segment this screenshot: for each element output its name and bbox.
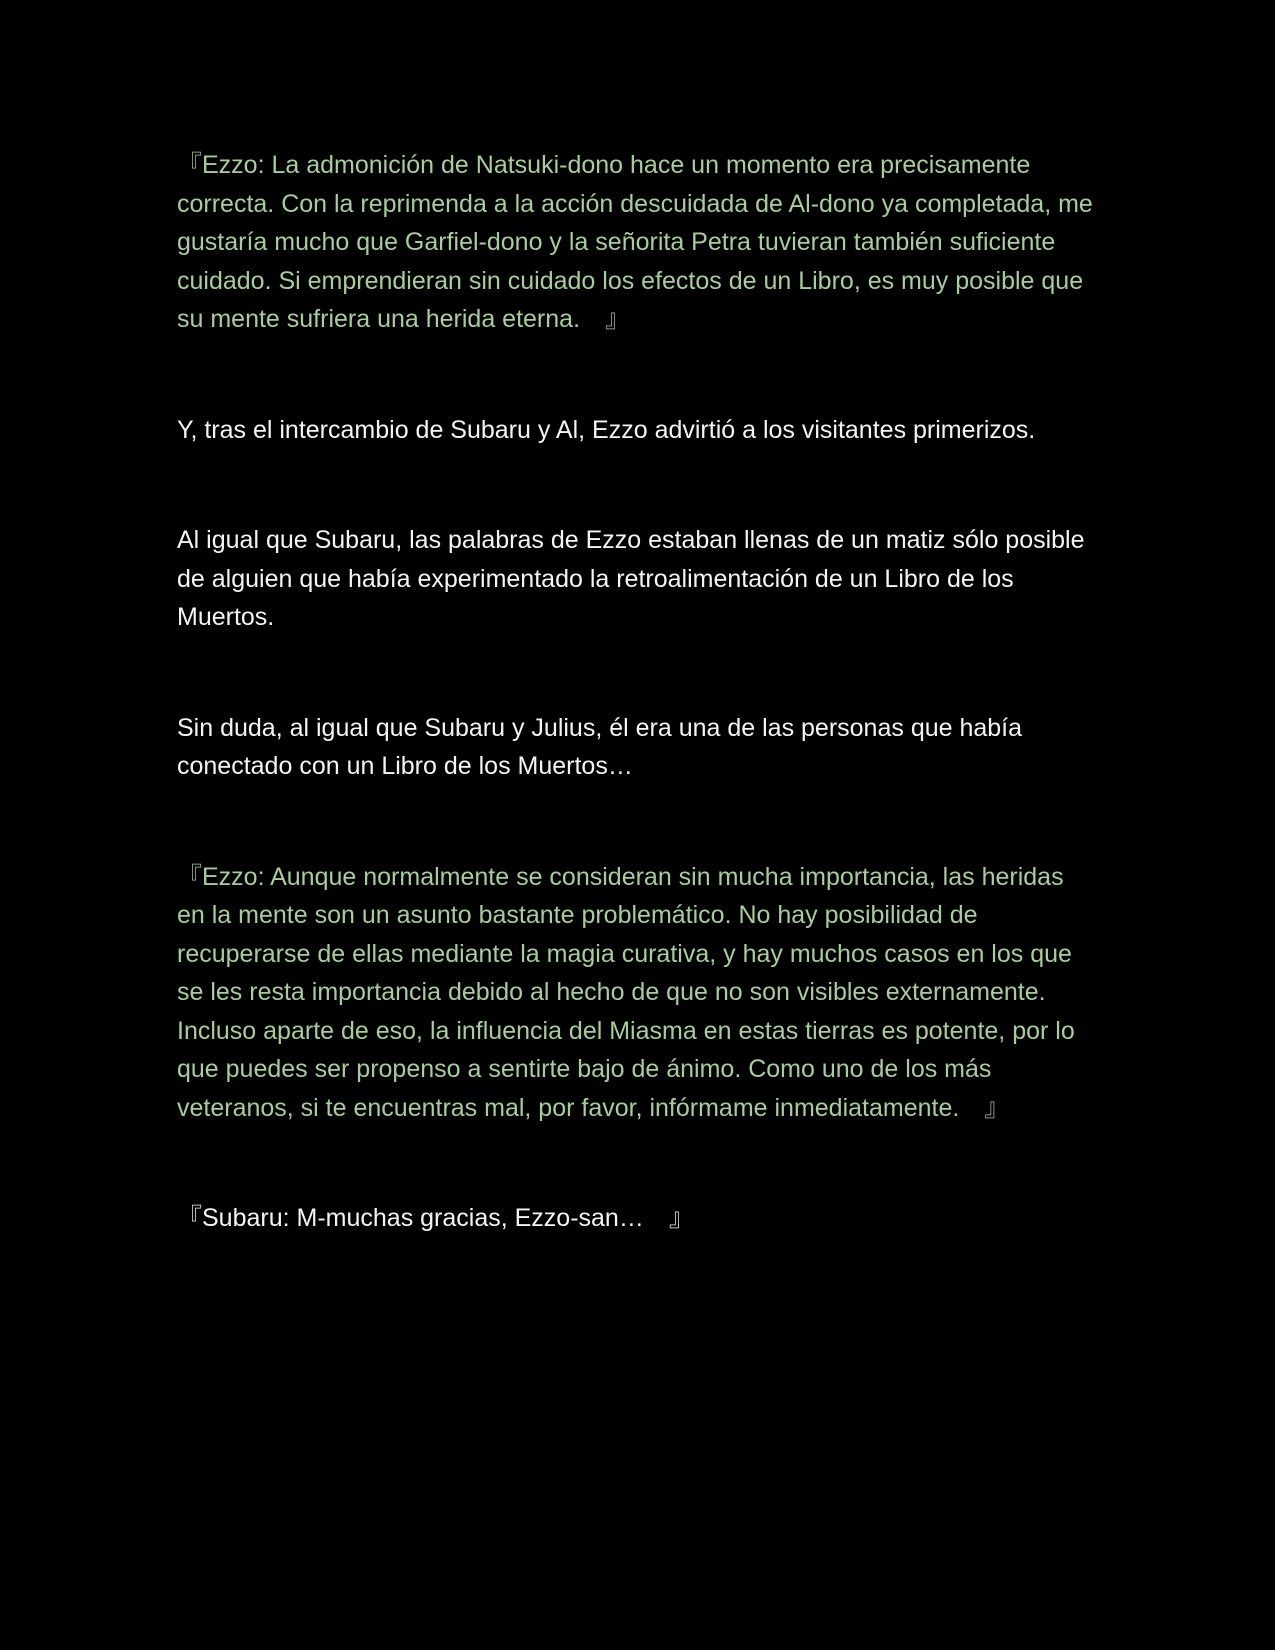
paragraph-narration-advice: Y, tras el intercambio de Subaru y Al, Ezzo advirtió a los visitantes primerizos.: [177, 415, 1036, 444]
paragraph-narration-connected: Sin duda, al igual que Subaru y Julius, él era una de las personas que había conectado con un Libro de los Muertos…: [177, 713, 1023, 780]
document-body: [177, 146, 1097, 1238]
paragraph-ezzo-warning: 『Ezzo: La admonición de Natsuki-dono hace un momento era precisamente correcta. Con la reprimenda a la acción descuidada de Al-dono ya completada, me gustaría mucho que Garfiel-dono y la señorita Petra tuvieran también suficiente cuidado. Si emprendieran sin cuidado los efectos de un Libro, es muy posible que su mente sufriera una herida eterna. 』: [177, 151, 1093, 333]
paragraph-ezzo-mind-wounds: 『Ezzo: Aunque normalmente se consideran sin mucha importancia, las heridas en la mente son un asunto bastante problemático. No hay posibilidad de recuperarse de ellas mediante la magia curativa, y hay muchos casos en los que se les resta importancia debido al hecho de que no son visibles externamente. Incluso aparte de eso, la influencia del Miasma en estas tierras es potente, por lo que puedes ser propenso a sentirte bajo de ánimo. Como uno de los más veteranos, si te encuentras mal, por favor, infórmame inmediatamente. 』: [177, 862, 1075, 1122]
paragraph-subaru-thanks: 『Subaru: M-muchas gracias, Ezzo-san… 』: [177, 1204, 694, 1232]
paragraph-narration-nuance: Al igual que Subaru, las palabras de Ezzo estaban llenas de un matiz sólo posible de alguien que había experimentado la retroalimentación de un Libro de los Muertos.: [177, 526, 1085, 631]
